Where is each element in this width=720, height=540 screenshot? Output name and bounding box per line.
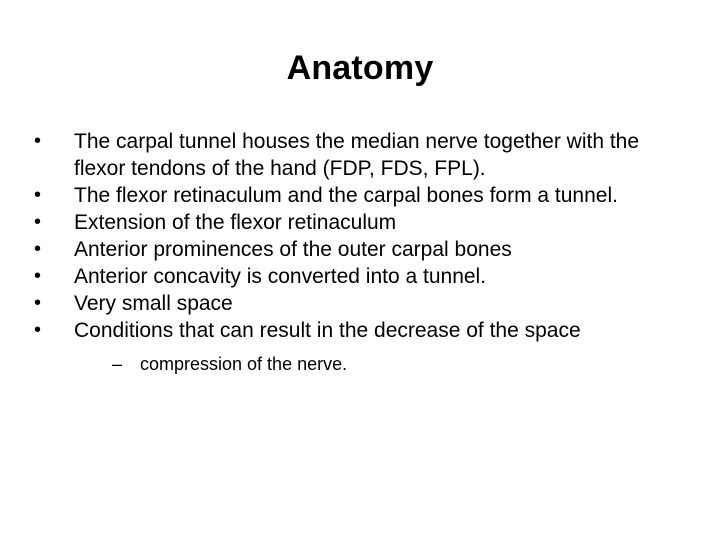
sub-bullet-text: compression of the nerve. <box>140 354 348 374</box>
bullet-item <box>34 236 694 263</box>
bullet-item <box>34 209 694 236</box>
bullet-text: Anterior prominences of the outer carpal bones <box>74 238 512 261</box>
bullet-text: The flexor retinaculum and the carpal bones form a tunnel. <box>74 184 618 207</box>
sub-bullet-item <box>112 352 694 376</box>
bullet-item <box>34 317 694 376</box>
bullet-dot-icon: • <box>34 184 42 206</box>
bullet-item <box>34 263 694 290</box>
bullet-dot-icon: • <box>34 211 42 233</box>
bullet-dot-icon: • <box>34 130 42 152</box>
bullet-list <box>34 128 694 376</box>
bullet-dot-icon: • <box>34 292 42 314</box>
bullet-dot-icon: • <box>34 265 42 287</box>
bullet-text: Extension of the flexor retinaculum <box>74 211 397 234</box>
bullet-dot-icon: • <box>34 238 42 260</box>
bullet-item <box>34 128 694 182</box>
dash-icon: – <box>112 354 123 374</box>
bullet-text: The carpal tunnel houses the median nerve together with the flexor tendons of the hand (FDP, FDS, FPL). <box>74 130 640 180</box>
bullet-dot-icon: • <box>34 319 42 341</box>
sub-bullet-list <box>74 352 694 376</box>
bullet-text: Anterior concavity is converted into a tunnel. <box>74 265 487 288</box>
slide-title: Anatomy <box>286 49 434 87</box>
bullet-text: Very small space <box>74 292 233 315</box>
bullet-item <box>34 182 694 209</box>
bullet-text: Conditions that can result in the decrease of the space <box>74 319 581 342</box>
bullet-item <box>34 290 694 317</box>
